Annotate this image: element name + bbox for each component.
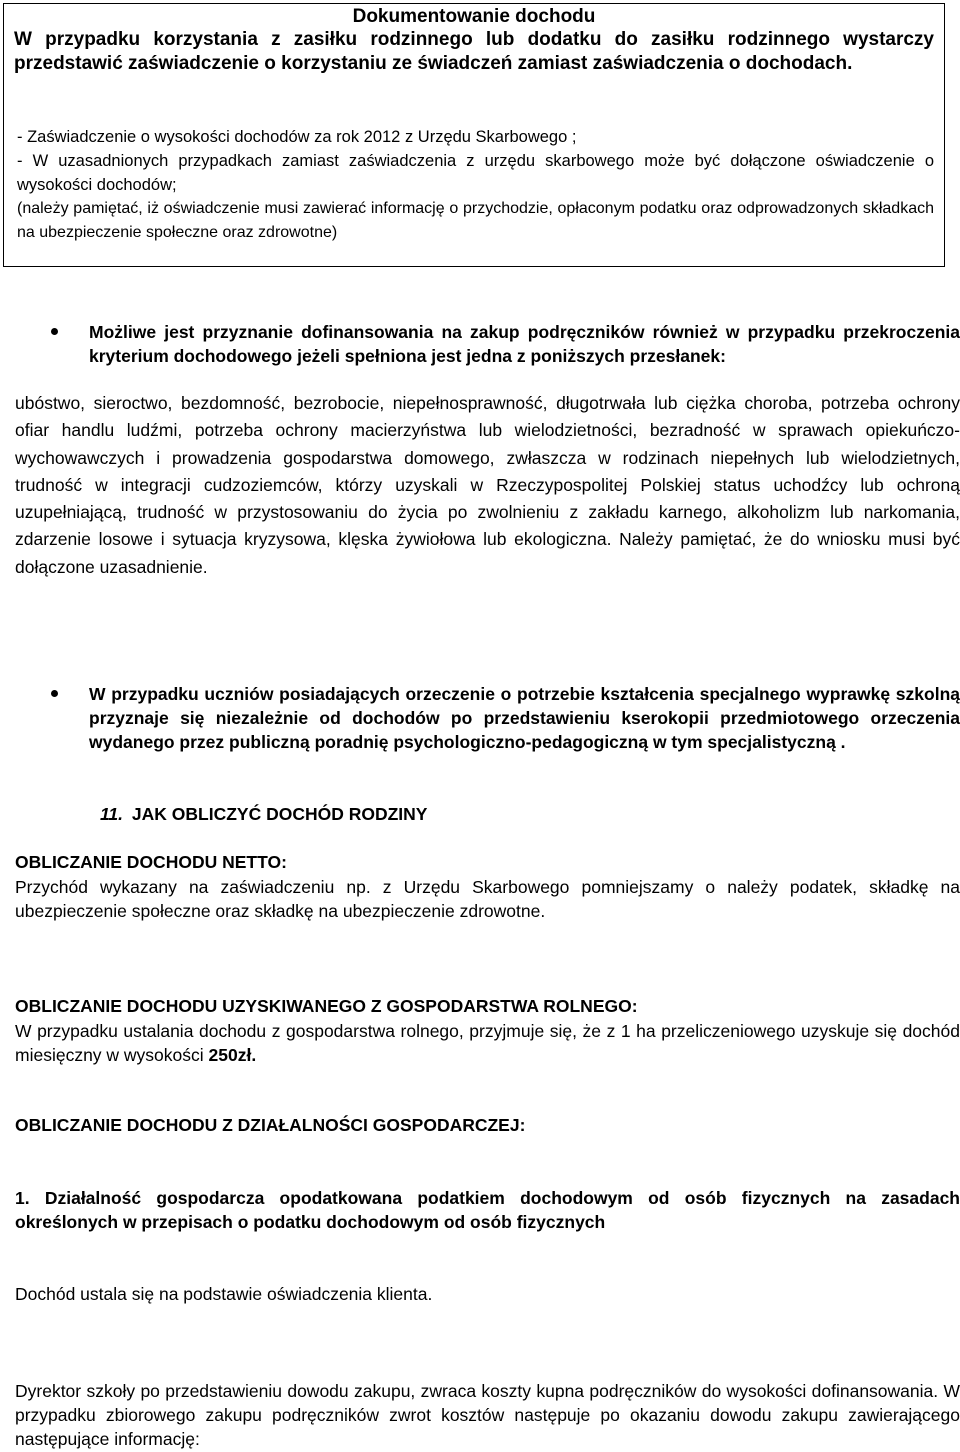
bullet1-heading: Możliwe jest przyznanie dofinansowania na zakup podręczników również w przypadku przekroczenia kryterium dochodowego jeżeli spełniona jest jedna z poniższych przesłanek: bbox=[89, 322, 960, 366]
dzialalnosc-note: Dochód ustala się na podstawie oświadczenia klienta. bbox=[15, 1284, 433, 1304]
box-intro: W przypadku korzystania z zasiłku rodzinnego lub dodatku do zasiłku rodzinnego wystarczy przedstawić zaświadczenie o korzystaniu ze świadczeń zamiast zaświadczenia o dochodach. bbox=[14, 29, 934, 74]
rolny-amount: 250zł. bbox=[208, 1045, 257, 1065]
dzialalnosc-point-1: 1. Działalność gospodarcza opodatkowana podatkiem dochodowym od osób fizycznych na zasadach określonych w przepisach o podatku dochodowym od osób fizycznych bbox=[15, 1188, 960, 1232]
bullet-icon bbox=[51, 328, 58, 335]
rolny-text-body: W przypadku ustalania dochodu z gospodarstwa rolnego, przyjmuje się, że z 1 ha przeliczeniowego uzyskuje się dochód miesięczny w wysokości bbox=[15, 1021, 960, 1065]
dzialalnosc-heading: OBLICZANIE DOCHODU Z DZIAŁALNOŚCI GOSPODARCZEJ: bbox=[15, 1115, 526, 1135]
rolny-heading: OBLICZANIE DOCHODU UZYSKIWANEGO Z GOSPODARSTWA ROLNEGO: bbox=[15, 996, 638, 1016]
section-heading bbox=[100, 803, 427, 825]
documentation-box bbox=[3, 3, 945, 267]
rolny-text bbox=[15, 1019, 960, 1067]
bullet1-body: ubóstwo, sieroctwo, bezdomność, bezrobocie, niepełnosprawność, długotrwała lub ciężka choroba, potrzeba ochrony ofiar handlu ludźmi, potrzeba ochrony macierzyństwa lub wielodzietności, bezradność w sprawach opiekuńczo-wychowawczych i prowadzenia gospodarstwa domowego, zwłaszcza w rodzinach niepełnych lub wielodzietnych, trudność w integracji cudzoziemców, którzy uzyskali w Rzeczypospolitej Polskiej status uchodźcy lub ochroną uzupełniającą, trudność w przystosowaniu do życia po zwolnieniu z zakładu karnego, alkoholizm lub narkomania, zdarzenie losowe i sytuacja kryzysowa, klęska żywiołowa lub ekologiczna. Należy pamiętać, że do wniosku musi być dołączone uzasadnienie. bbox=[15, 393, 960, 577]
bullet-icon bbox=[51, 690, 58, 697]
netto-heading: OBLICZANIE DOCHODU NETTO: bbox=[15, 852, 287, 872]
box-line-2: - W uzasadnionych przypadkach zamiast zaświadczenia z urzędu skarbowego może być dołączone oświadczenie o wysokości dochodów; bbox=[17, 152, 934, 194]
box-line-3: (należy pamiętać, iż oświadczenie musi zawierać informację o przychodzie, opłaconym podatku oraz odprowadzonych składkach na ubezpieczenie społeczne oraz zdrowotne) bbox=[17, 200, 934, 241]
section-title: JAK OBLICZYĆ DOCHÓD RODZINY bbox=[131, 804, 428, 824]
section-number: 11. bbox=[100, 804, 124, 824]
netto-text: Przychód wykazany na zaświadczeniu np. z Urzędu Skarbowego pomniejszamy o należy podatek, składkę na ubezpieczenie społeczne oraz składkę na ubezpieczenie zdrowotne. bbox=[15, 877, 960, 921]
box-line-1: - Zaświadczenie o wysokości dochodów za rok 2012 z Urzędu Skarbowego ; bbox=[17, 128, 577, 146]
closing-text: Dyrektor szkoły po przedstawieniu dowodu zakupu, zwraca koszty kupna podręczników do wysokości dofinansowania. W przypadku zbiorowego zakupu podręczników zwrot kosztów następuje po okazaniu dowodu zakupu zawierającego następujące informację: bbox=[15, 1381, 960, 1449]
bullet2-text: W przypadku uczniów posiadających orzeczenie o potrzebie kształcenia specjalnego wyprawkę szkolną przyznaje się niezależnie od dochodów po przedstawieniu kserokopii przedmiotowego orzeczenia wydanego przez publiczną poradnię psychologiczno-pedagogiczną w tym specjalistyczną . bbox=[89, 684, 960, 752]
box-title: Dokumentowanie dochodu bbox=[352, 6, 596, 27]
